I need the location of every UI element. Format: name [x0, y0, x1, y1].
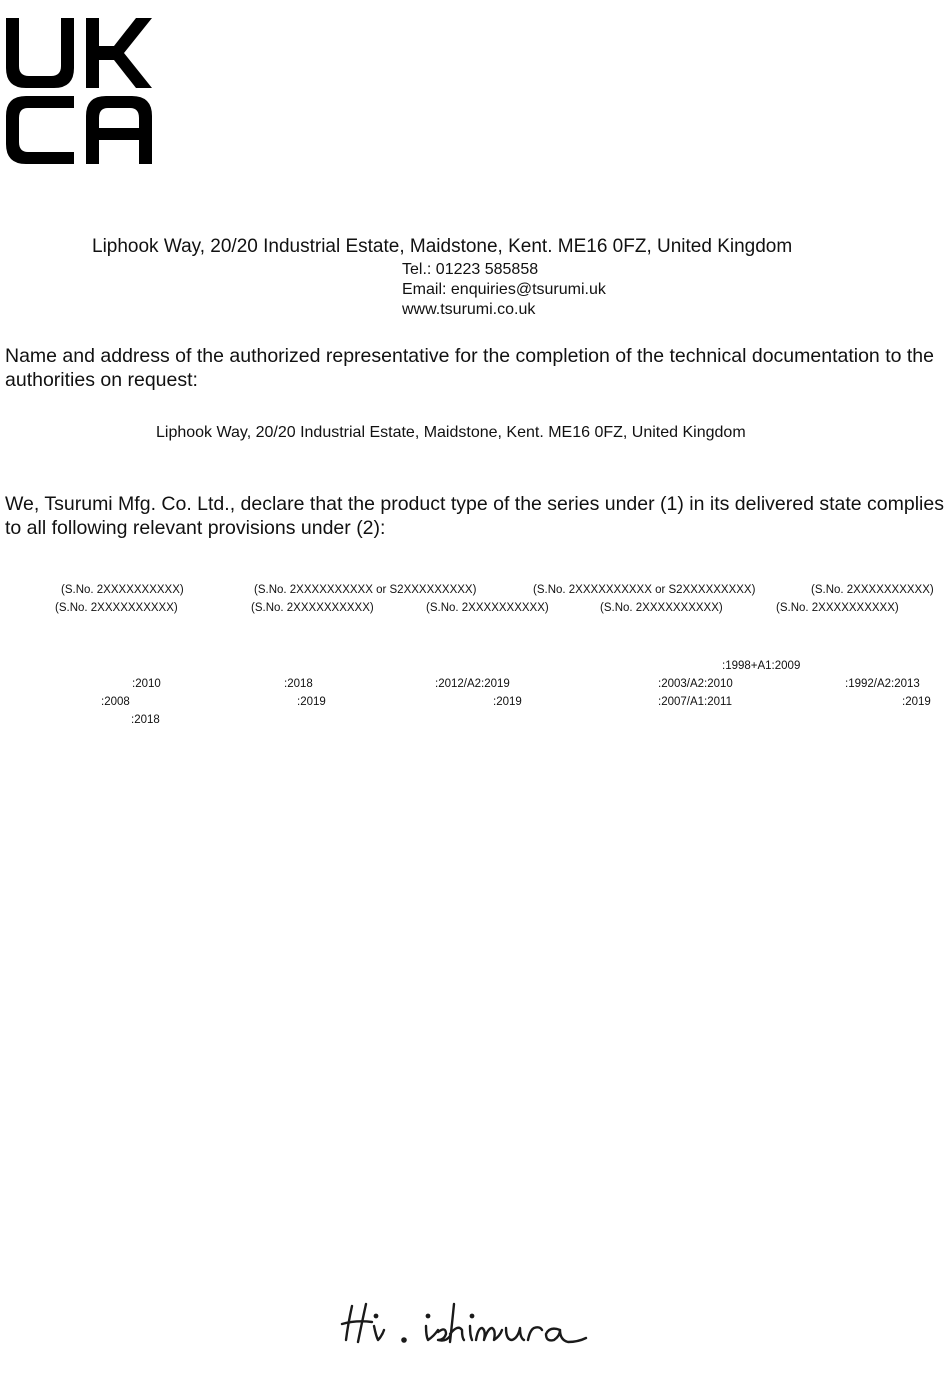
standard-reference: :2019 — [297, 696, 326, 708]
serial-number: (S.No. 2XXXXXXXXXX or S2XXXXXXXXX) — [533, 584, 756, 596]
serial-number: (S.No. 2XXXXXXXXXX) — [776, 602, 899, 614]
standard-reference: :2018 — [131, 714, 160, 726]
representative-heading: Name and address of the authorized representative for the completion of the technical documentation to the authorities on request: — [5, 345, 934, 391]
serial-number: (S.No. 2XXXXXXXXXX) — [426, 602, 549, 614]
manufacturer-address: Liphook Way, 20/20 Industrial Estate, Maidstone, Kent. ME16 0FZ, United Kingdom — [92, 236, 793, 257]
standard-reference: :2019 — [493, 696, 522, 708]
standard-reference: :2018 — [284, 678, 313, 690]
standard-reference: :1992/A2:2013 — [845, 678, 920, 690]
standard-reference: :1998+A1:2009 — [722, 660, 801, 672]
standard-reference: :2019 — [902, 696, 931, 708]
serial-number: (S.No. 2XXXXXXXXXX) — [251, 602, 374, 614]
declaration-statement: We, Tsurumi Mfg. Co. Ltd., declare that the product type of the series under (1) in its delivered state complies to all following relevant provisions under (2): — [5, 493, 944, 539]
serial-number: (S.No. 2XXXXXXXXXX) — [600, 602, 723, 614]
standard-reference: :2007/A1:2011 — [658, 696, 732, 708]
manufacturer-website: www.tsurumi.co.uk — [402, 301, 536, 318]
manufacturer-tel: Tel.: 01223 585858 — [402, 261, 539, 278]
ukca-mark-logo — [6, 18, 156, 166]
serial-number: (S.No. 2XXXXXXXXXX) — [55, 602, 178, 614]
standard-reference: :2003/A2:2010 — [658, 678, 733, 690]
manufacturer-email: Email: enquiries@tsurumi.uk — [402, 281, 606, 298]
representative-address: Liphook Way, 20/20 Industrial Estate, Maidstone, Kent. ME16 0FZ, United Kingdom — [156, 424, 746, 441]
handwritten-signature — [338, 1296, 596, 1356]
standard-reference: :2012/A2:2019 — [435, 678, 510, 690]
serial-number: (S.No. 2XXXXXXXXXX or S2XXXXXXXXX) — [254, 584, 477, 596]
standard-reference: :2008 — [101, 696, 130, 708]
standard-reference: :2010 — [132, 678, 161, 690]
serial-number: (S.No. 2XXXXXXXXXX) — [61, 584, 184, 596]
serial-number: (S.No. 2XXXXXXXXXX) — [811, 584, 934, 596]
